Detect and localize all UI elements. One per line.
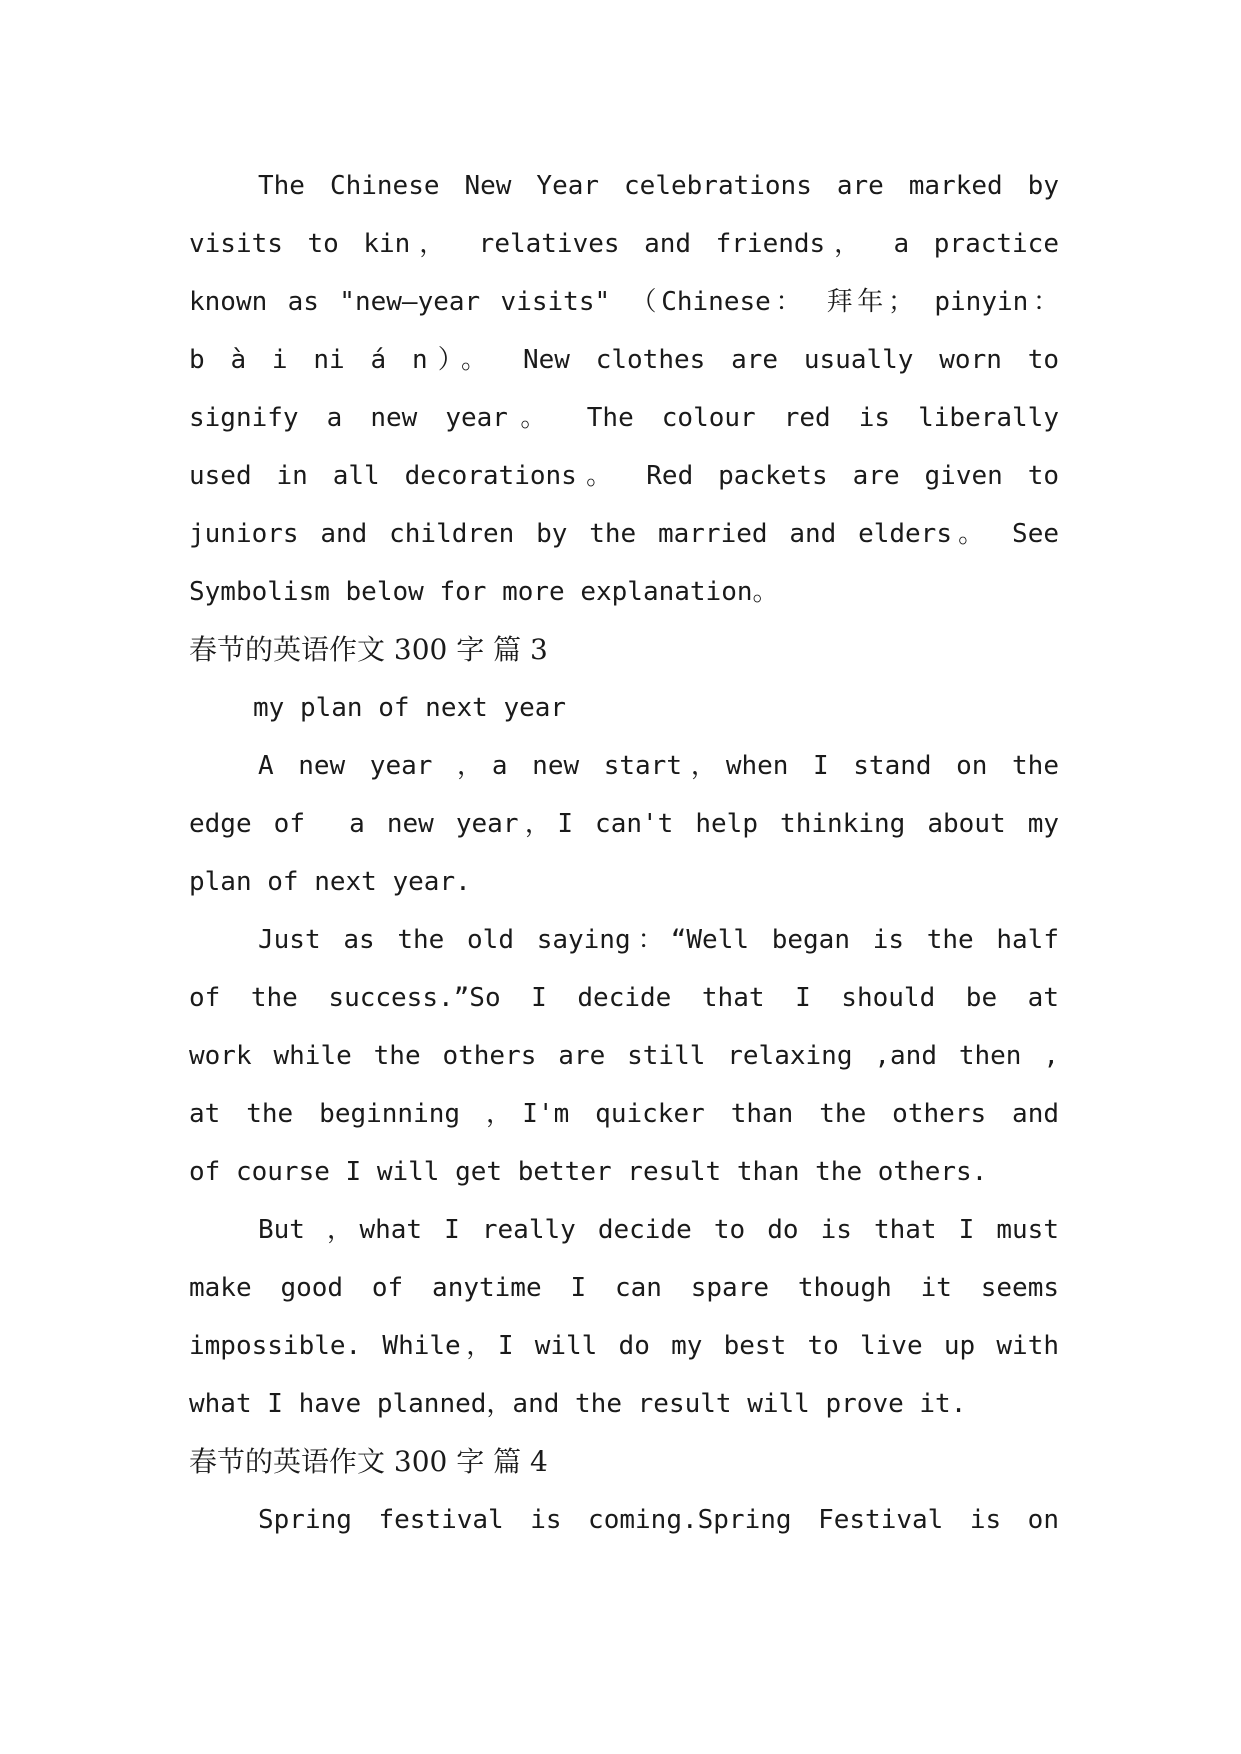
paragraph-line: used in all decorations。 Red packets are given to [189, 461, 1059, 491]
paragraph-line: b à i ni á n）。 New clothes are usually worn to [189, 345, 1059, 375]
paragraph-line: Symbolism below for more explanation。 [189, 577, 779, 607]
paragraph-line: edge of a new year，I can't help thinking about my [189, 809, 1059, 839]
paragraph-line: of course I will get better result than the others. [189, 1157, 988, 1187]
paragraph-line: work while the others are still relaxing ,and then , [189, 1041, 1059, 1071]
section-heading-4: 春节的英语作文 300 字 篇 4 [189, 1445, 548, 1478]
paragraph-line: Just as the old saying：“Well began is the half [258, 925, 1059, 955]
paragraph-line: Spring festival is coming.Spring Festival is on [258, 1505, 1059, 1535]
paragraph-line: A new year ，a new start，when I stand on the [258, 751, 1059, 781]
paragraph-line: impossible. While，I will do my best to live up with [189, 1331, 1059, 1361]
paragraph-line: visits to kin， relatives and friends， a practice [189, 229, 1059, 259]
paragraph-line: known as "new—year visits" （Chinese： 拜年； pinyin： [189, 287, 1059, 317]
section-heading-3: 春节的英语作文 300 字 篇 3 [189, 633, 548, 666]
paragraph-line: of the success.”So I decide that I should be at [189, 983, 1059, 1013]
paragraph-line: plan of next year. [189, 867, 471, 897]
paragraph-line: The Chinese New Year celebrations are marked by [258, 171, 1059, 201]
essay-subtitle: my plan of next year [253, 693, 567, 723]
paragraph-line: But ，what I really decide to do is that I must [258, 1215, 1059, 1245]
paragraph-line: what I have planned，and the result will prove it. [189, 1389, 967, 1419]
paragraph-line: at the beginning ，I'm quicker than the others and [189, 1099, 1059, 1129]
paragraph-line: juniors and children by the married and elders。 See [189, 519, 1059, 549]
paragraph-line: make good of anytime I can spare though it seems [189, 1273, 1059, 1303]
paragraph-line: signify a new year。 The colour red is liberally [189, 403, 1059, 433]
